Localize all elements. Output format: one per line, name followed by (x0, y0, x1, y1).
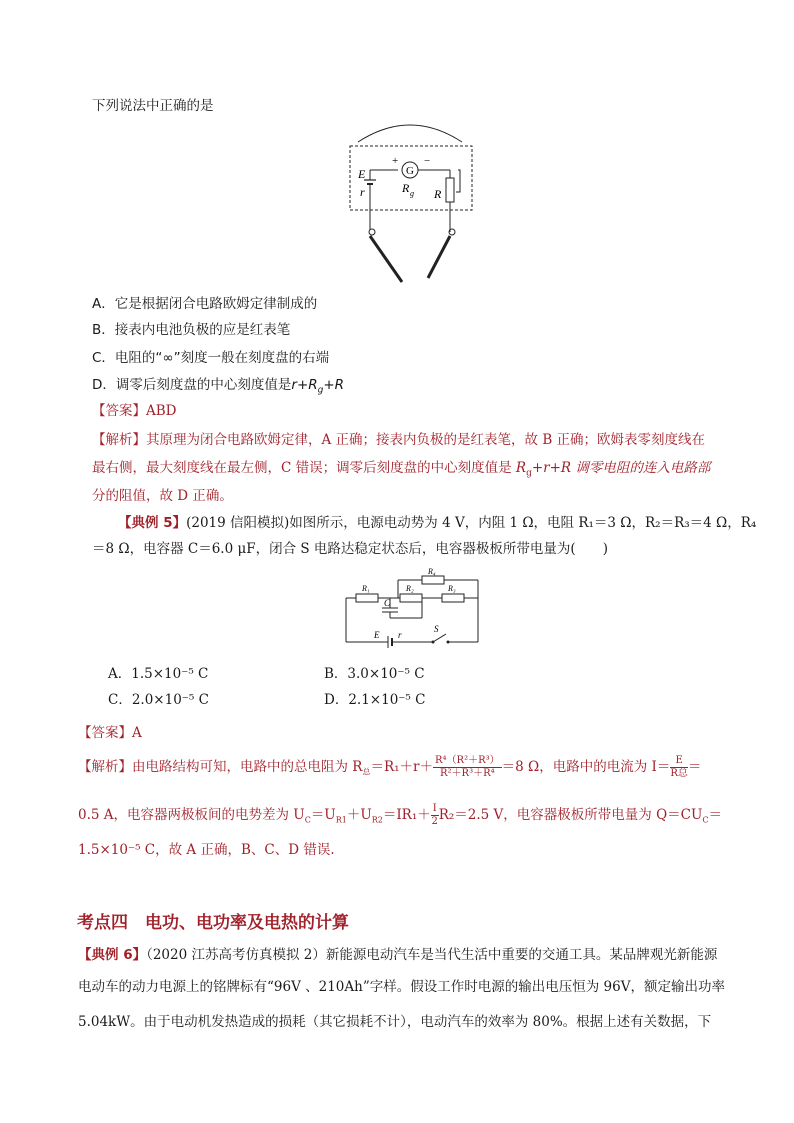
example-6-line3: 5.04kW。由于电动机发热造成的损耗（其它损耗不计），电动汽车的效率为 80%。根据上述有关数据，下 (78, 1014, 712, 1030)
half-current-fraction: $\frac{I}{2}$ (431, 803, 438, 827)
r-internal-label: r (398, 630, 402, 640)
question-stem: 下列说法中正确的是 (92, 98, 214, 114)
explanation-5-line1: 【解析】由电路结构可知，电路中的总电阻为 $R_总=R_1+r+$ $\frac{\text{R⁴（R²＋R³）}}{\text{R²＋R³＋R⁴}}$ ＝8 Ω，电路中的电流为 I＝ $\frac{E}{\text{R总}}$ ＝ (78, 755, 702, 779)
example-5-line2: ＝8 Ω，电容器 C＝6.0 μF，闭合 S 电路达稳定状态后，电容器极板所带电量为( ) (92, 541, 608, 557)
rg-label: R (402, 181, 410, 195)
explanation-5-line2: 0.5 A，电容器两极板间的电势差为 $U_C=U_{R1}+U_{R2}=IR_1+$ $\frac{I}{2}$ R₂＝2.5 V，电容器极板所带电量为 $Q=CU_C=$ (78, 803, 722, 827)
current-fraction: $\frac{E}{\text{R总}}$ (670, 755, 688, 779)
option-c: C．电阻的“∞”刻度一般在刻度盘的右端 (92, 350, 330, 366)
option-a: A．它是根据闭合电路欧姆定律制成的 (92, 296, 318, 312)
option-b: B．接表内电池负极的应是红表笔 (92, 322, 291, 338)
example-5-line1: 【典例 5】(2019 信阳模拟)如图所示，电源电动势为 4 V，内阻 1 Ω，电阻 R₁＝3 Ω，R₂＝R₃＝4 Ω，R₄ (118, 515, 757, 531)
c-label: C (384, 598, 391, 608)
section-heading: 考点四 电功、电功率及电热的计算 (77, 913, 349, 933)
option-5c: C．2.0×10⁻⁵ C (108, 692, 209, 708)
option-5a: A．1.5×10⁻⁵ C (108, 666, 209, 682)
r4-label: R₄ (428, 568, 436, 576)
r-label: R (434, 187, 442, 201)
capacitor-circuit-figure (338, 568, 488, 650)
emf-label: E (358, 167, 366, 181)
ohmmeter-circuit-figure (340, 118, 480, 290)
total-resistance-fraction: $\frac{\text{R⁴（R²＋R³）}}{\text{R²＋R³＋R⁴}}$ (435, 755, 500, 779)
s-label: S (434, 624, 439, 634)
r2-label: R₂ (406, 584, 414, 593)
option-d: D．调零后刻度盘的中心刻度值是$r+R_g+R$ (92, 377, 345, 396)
r3-label: R₃ (448, 584, 456, 593)
example-6-line2: 电动车的动力电源上的铭牌标有“96V 、210Ah”字样。假设工作时电源的输出电压恒为 96V，额定输出功率 (78, 979, 725, 995)
answer-5: 【答案】A (78, 725, 142, 741)
explanation-4-line2: 最右侧，最大刻度线在最左侧，C 错误；调零后刻度盘的中心刻度值是 $R_g+r+R$ 调零电阻的连入电路部 (92, 460, 711, 479)
minus-sign: − (424, 155, 431, 167)
explanation-4-line1: 【解析】其原理为闭合电路欧姆定律，A 正确；接表内负极的是红表笔，故 B 正确；欧姆表零刻度线在 (92, 432, 706, 448)
explanation-5-line3: 1.5×10⁻⁵ C，故 A 正确，B、C、D 错误. (78, 842, 335, 858)
option-5d: D．2.1×10⁻⁵ C (324, 692, 426, 708)
r1-label: R₁ (362, 584, 370, 593)
e-label: E (374, 630, 380, 640)
galvanometer-label: G (406, 165, 414, 177)
explanation-4-line3: 分的阻值，故 D 正确。 (92, 488, 233, 504)
plus-sign: + (392, 155, 399, 167)
option-5b: B．3.0×10⁻⁵ C (324, 666, 425, 682)
rg-subscript: g (410, 189, 414, 198)
example-6-line1: 【典例 6】（2020 江苏高考仿真模拟 2）新能源电动汽车是当代生活中重要的交通工具。某品牌观光新能源 (78, 947, 718, 963)
answer-4: 【答案】ABD (92, 403, 177, 419)
internal-resistance-label: r (360, 185, 365, 199)
